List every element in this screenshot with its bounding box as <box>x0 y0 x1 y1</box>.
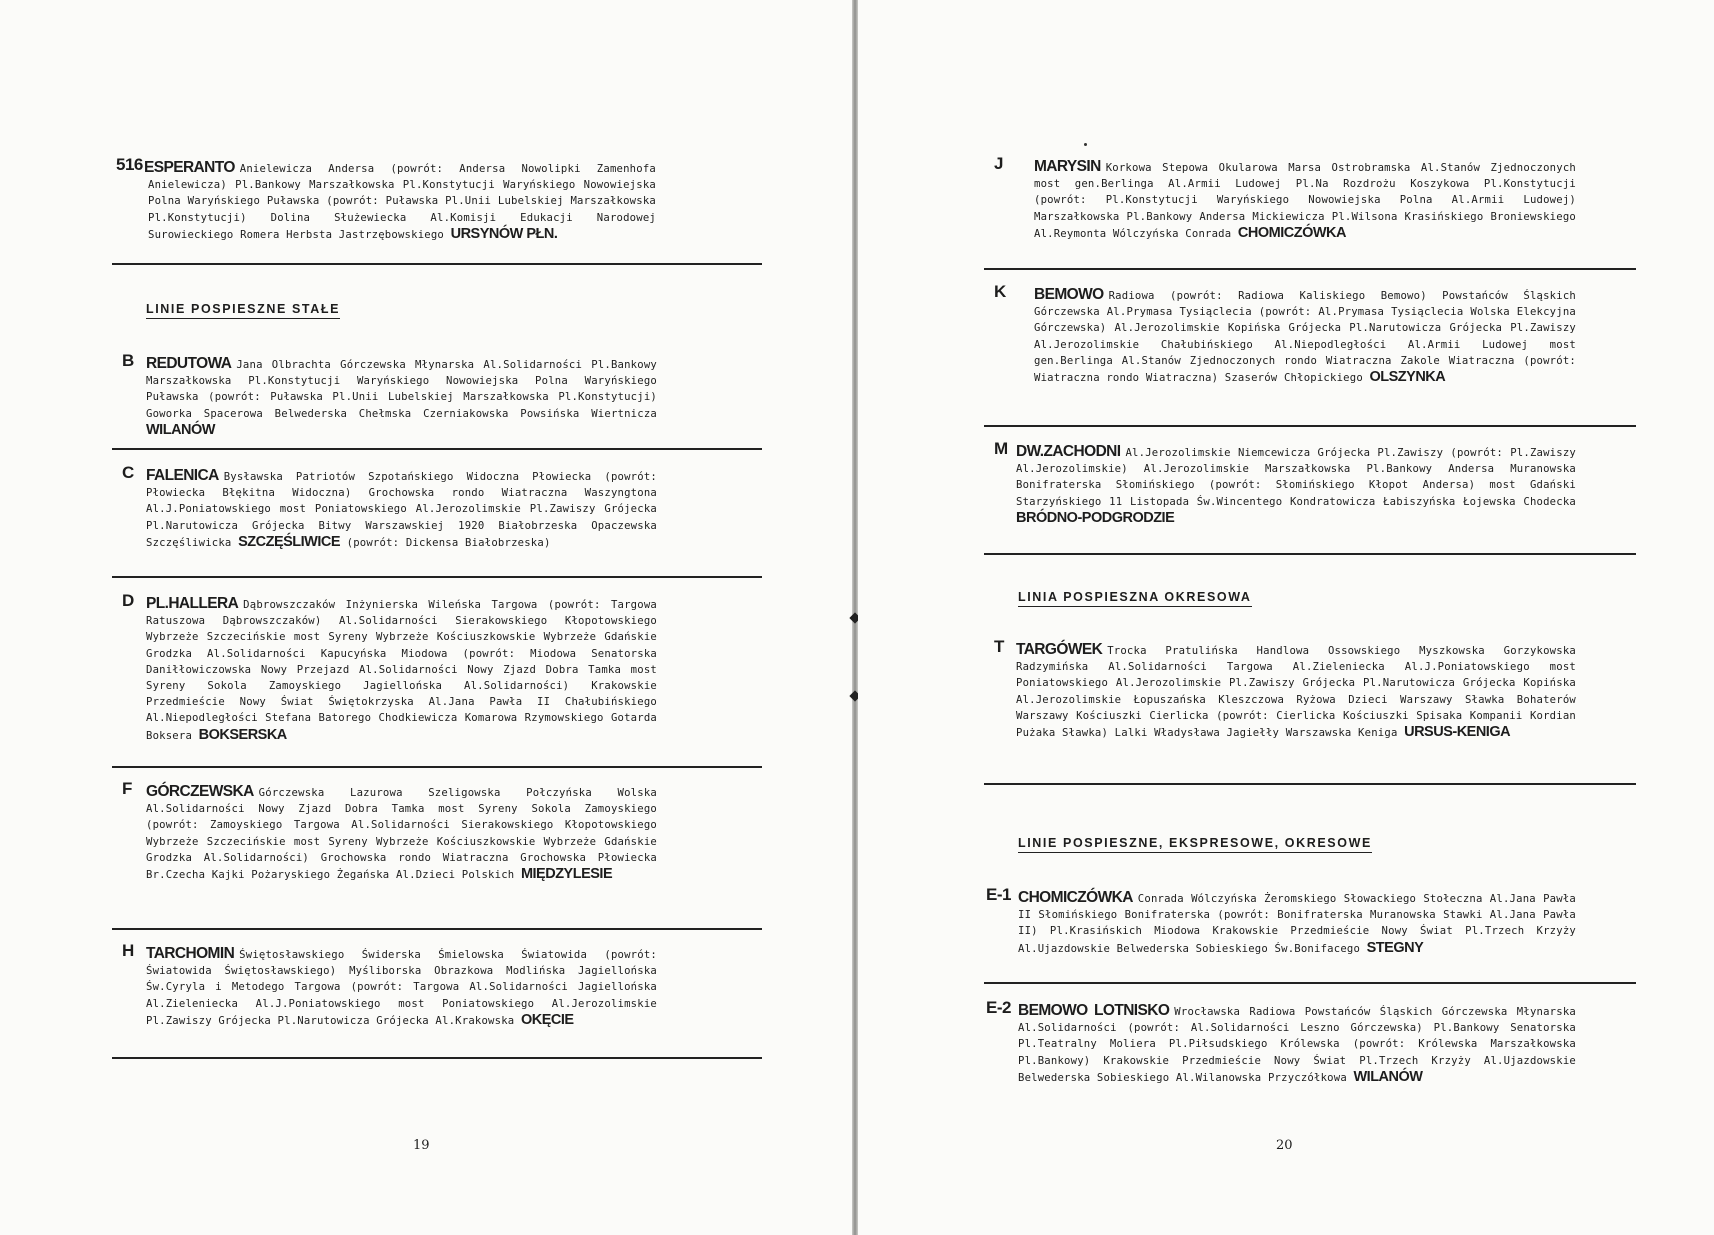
route-stops: Górczewska Lazurowa Szeligowska Połczyńska Wolska Al.Solidarności Nowy Zjazd Dobra Tamka most Syreny Sokola Zamoyskiego (powrót: Zamoyskiego Targowa Al.Solidarności Sierakowskiego Kłopotowskiego Wybrzeże Szczecińskie most Syreny Wybrzeże Kościuszkowskie Wybrzeże Gdańskie Grodzka Al.Solidarności) Grochowska rondo Wiatraczna Grochowska Płowiecka Br.Czecha Kajki Pożaryskiego Żegańska Al.Dzieci Polskich <box>146 787 657 882</box>
route-destination: OLSZYNKA <box>1369 369 1446 386</box>
route-id: K <box>994 282 1006 301</box>
route-entry-K <box>994 282 1576 386</box>
route-name: BEMOWO <box>1034 286 1104 303</box>
route-id: E-1 <box>986 885 1011 904</box>
route-name: REDUTOWA <box>146 355 232 372</box>
stray-mark <box>1084 143 1087 146</box>
route-id: T <box>994 637 1004 656</box>
right-page <box>858 0 1714 1235</box>
divider <box>984 783 1636 785</box>
route-name: MARYSIN <box>1034 158 1101 175</box>
route-entry-F <box>122 779 657 883</box>
divider <box>984 553 1636 555</box>
route-stops: Korkowa Stepowa Okularowa Marsa Ostrobramska Al.Stanów Zjednoczonych most gen.Berlinga Al.Armii Ludowej Pl.Na Rozdrożu Koszykowa Pl.Konstytucji (powrót: Pl.Konstytucji Waryńskiego Nowowiejska Polna Al.Armii Ludowej) Marszałkowska Pl.Bankowy Andersa Mickiewicza Pl.Wilsona Krasińskiego Broniewskiego Al.Reymonta Wólczyńska Conrada <box>1034 162 1576 240</box>
divider <box>112 576 762 578</box>
route-stops: Świętosławskiego Świderska Śmielowska Światowida (powrót: Światowida Świętosławskiego) Myśliborska Obrazkowa Modlińska Jagiellońska Św.Cyryla i Metodego Targowa (powrót: Targowa Al.Solidarności Jagiellońska Al.Zieleniecka Al.J.Poniatowskiego most Poniatowskiego Al.Jerozolimskie Pl.Zawiszy Grójecka Pl.Narutowicza Grójecka Al.Krakowska <box>146 949 657 1027</box>
route-entry-E-2 <box>986 998 1576 1086</box>
route-entry-H <box>122 941 657 1029</box>
route-entry-T <box>994 637 1576 741</box>
route-suffix: (powrót: Dickensa Białobrzeska) <box>346 536 551 549</box>
divider <box>112 448 762 450</box>
route-destination: MIĘDZYLESIE <box>520 866 613 883</box>
route-id: M <box>994 439 1008 458</box>
route-destination: WILANÓW <box>1353 1068 1423 1085</box>
route-name: FALENICA <box>146 467 219 484</box>
route-id: F <box>122 779 132 798</box>
route-name: TARCHOMIN <box>146 945 235 962</box>
route-stops: Conrada Wólczyńska Żeromskiego Słowackiego Stołeczna Al.Jana Pawła II Słomińskiego Bonifraterska (powrót: Bonifraterska Muranowska Stawki Al.Jana Pawła II) Pl.Krasińskich Miodowa Krakowskie Przedmieście Nowy Świat Pl.Trzech Krzyży Al.Ujazdowskie Belwederska Sobieskiego Św.Bonifacego <box>1018 893 1576 955</box>
route-stops: Dąbrowszczaków Inżynierska Wileńska Targowa (powrót: Targowa Ratuszowa Dąbrowszczaków) Al.Solidarności Sierakowskiego Kłopotowskiego Wybrzeże Szczecińskie most Syreny Wybrzeże Kościuszkowskie Wybrzeże Gdańskie Grodzka Al.Solidarności Kapucyńska Miodowa (powrót: Miodowa Senatorska Daniłłowiczowska Nowy Przejazd Al.Solidarności Nowy Zjazd Dobra Tamka most Syreny Sokola Zamoyskiego Jagiellońska Al.Solidarności) Krakowskie Przedmieście Nowy Świat Świętokrzyska Al.Jana Pawła II Chałubińskiego Al.Niepodległości Stefana Batorego Chodkiewicza Komarowa Rzymowskiego Gotarda Boksera <box>146 599 657 742</box>
route-stops: Wrocławska Radiowa Powstańców Śląskich Górczewska Młynarska Al.Solidarności (powrót: Al.Solidarności Leszno Górczewska) Pl.Bankowy Senatorska Pl.Teatralny Moliera Pl.Piłsudskiego Królewska (powrót: Królewska Marszałkowska Pl.Bankowy) Krakowskie Przedmieście Nowy Świat Pl.Trzech Krzyży Al.Ujazdowskie Belwederska Sobieskiego Al.Wilanowska Przyczółkowa <box>1018 1006 1576 1084</box>
route-id: J <box>994 154 1003 173</box>
section-heading-express-periodic: LINIE POSPIESZNE, EKSPRESOWE, OKRESOWE <box>1018 836 1372 853</box>
route-entry-C <box>122 463 657 551</box>
route-name: BEMOWO LOTNISKO <box>1018 1002 1170 1019</box>
route-name: TARGÓWEK <box>1016 641 1103 658</box>
divider <box>112 1057 762 1059</box>
route-destination: SZCZĘŚLIWICE <box>238 533 341 550</box>
route-name: PL.HALLERA <box>146 595 239 612</box>
route-id: C <box>122 463 134 482</box>
route-name: DW.ZACHODNI <box>1016 443 1121 460</box>
route-stops: Jana Olbrachta Górczewska Młynarska Al.Solidarności Pl.Bankowy Marszałkowska Pl.Konstytucji Waryńskiego Nowowiejska Polna Waryńskiego Puławska (powrót: Puławska Pl.Unii Lubelskiej Marszałkowska Pl.Konstytucji) Goworka Spacerowa Belwederska Chełmska Czerniakowska Powsińska Wiertnicza <box>146 359 657 420</box>
route-name: ESPERANTO <box>144 159 235 176</box>
divider <box>984 425 1636 427</box>
divider <box>112 766 762 768</box>
route-entry-J <box>994 154 1576 242</box>
section-heading-fixed-express: LINIE POSPIESZNE STAŁE <box>146 302 340 319</box>
route-entry-D <box>122 591 657 744</box>
route-entry-516 <box>116 155 656 243</box>
route-destination: WILANÓW <box>146 421 215 438</box>
route-entry-B <box>122 351 657 439</box>
section-heading-periodic-express: LINIA POSPIESZNA OKRESOWA <box>1018 590 1252 607</box>
route-destination: URSYNÓW PŁN. <box>450 225 558 242</box>
route-stops: Al.Jerozolimskie Niemcewicza Grójecka Pl.Zawiszy (powrót: Pl.Zawiszy Al.Jerozolimskie) Al.Jerozolimskie Marszałkowska Pl.Bankowy Andersa Muranowska Bonifraterska Słomińskiego (powrót: Słomińskiego Kłopot Andersa) most Gdański Starzyńskiego 11 Listopada Św.Wincentego Kondratowicza Łabiszyńska Łojewska Chodecka <box>1016 447 1576 508</box>
route-name: CHOMICZÓWKA <box>1018 889 1133 906</box>
left-page <box>0 0 852 1235</box>
route-id: B <box>122 351 134 370</box>
route-stops: Bysławska Patriotów Szpotańskiego Widoczna Płowiecka (powrót: Płowiecka Błękitna Widoczna) Grochowska rondo Wiatraczna Waszyngtona Al.J.Poniatowskiego most Poniatowskiego Al.Jerozolimskie Pl.Zawiszy Grójecka Pl.Narutowicza Grójecka Bitwy Warszawskiej 1920 Białobrzeska Opaczewska Szczęśliwicka <box>146 471 657 549</box>
divider <box>984 268 1636 270</box>
route-stops: Trocka Pratulińska Handlowa Ossowskiego Myszkowska Gorzykowska Radzymińska Al.Solidarności Targowa Al.Zieleniecka Al.J.Poniatowskiego most Poniatowskiego Al.Jerozolimskie Pl.Zawiszy Grójecka Pl.Narutowicza Grójecka Kopińska Al.Jerozolimskie Łopuszańska Kleszczowa Ryżowa Dzieci Warszawy Sławka Bohaterów Warszawy Kościuszki Cierlicka (powrót: Cierlicka Kościuszki Spisaka Kompanii Kordian Pużaka Sławka) Lalki Władysława Jagiełły Warszawska Keniga <box>1016 645 1576 740</box>
route-entry-E-1 <box>986 885 1576 957</box>
route-stops: Anielewicza Andersa (powrót: Andersa Nowolipki Zamenhofa Anielewicza) Pl.Bankowy Marszałkowska Pl.Konstytucji Waryńskiego Nowowiejska Polna Waryńskiego Puławska (powrót: Puławska Pl.Unii Lubelskiej Marszałkowska Pl.Konstytucji) Dolina Służewiecka Al.Komisji Edukacji Narodowej Surowieckiego Romera Herbsta Jastrzębowskiego <box>148 163 656 241</box>
route-name: GÓRCZEWSKA <box>146 783 254 800</box>
page-number: 20 <box>1276 1138 1293 1153</box>
route-destination: STEGNY <box>1366 939 1424 956</box>
route-id: 516 <box>116 155 143 174</box>
divider <box>112 928 762 930</box>
route-id: E-2 <box>986 998 1011 1017</box>
route-destination: BOKSERSKA <box>198 726 287 743</box>
divider <box>984 982 1636 984</box>
route-id: D <box>122 591 134 610</box>
divider <box>112 263 762 265</box>
route-destination: CHOMICZÓWKA <box>1237 224 1346 241</box>
route-stops: Radiowa (powrót: Radiowa Kaliskiego Bemowo) Powstańców Śląskich Górczewska Al.Prymasa Tysiąclecia (powrót: Al.Prymasa Tysiąclecia Wolska Elekcyjna Górczewska) Al.Jerozolimskie Kopińska Grójecka Pl.Narutowicza Grójecka Pl.Zawiszy Al.Jerozolimskie Chałubińskiego Al.Niepodległości Al.Armii Ludowej most gen.Berlinga Al.Stanów Zjednoczonych rondo Wiatraczna Zakole Wiatraczna (powrót: Wiatraczna rondo Wiatraczna) Szaserów Chłopickiego <box>1034 290 1576 385</box>
page-number: 19 <box>413 1138 430 1153</box>
route-entry-M <box>994 439 1576 527</box>
route-destination: OKĘCIE <box>520 1011 574 1028</box>
route-id: H <box>122 941 134 960</box>
route-destination: BRÓDNO-PODGRODZIE <box>1016 509 1175 526</box>
route-destination: URSUS-KENIGA <box>1404 724 1511 741</box>
